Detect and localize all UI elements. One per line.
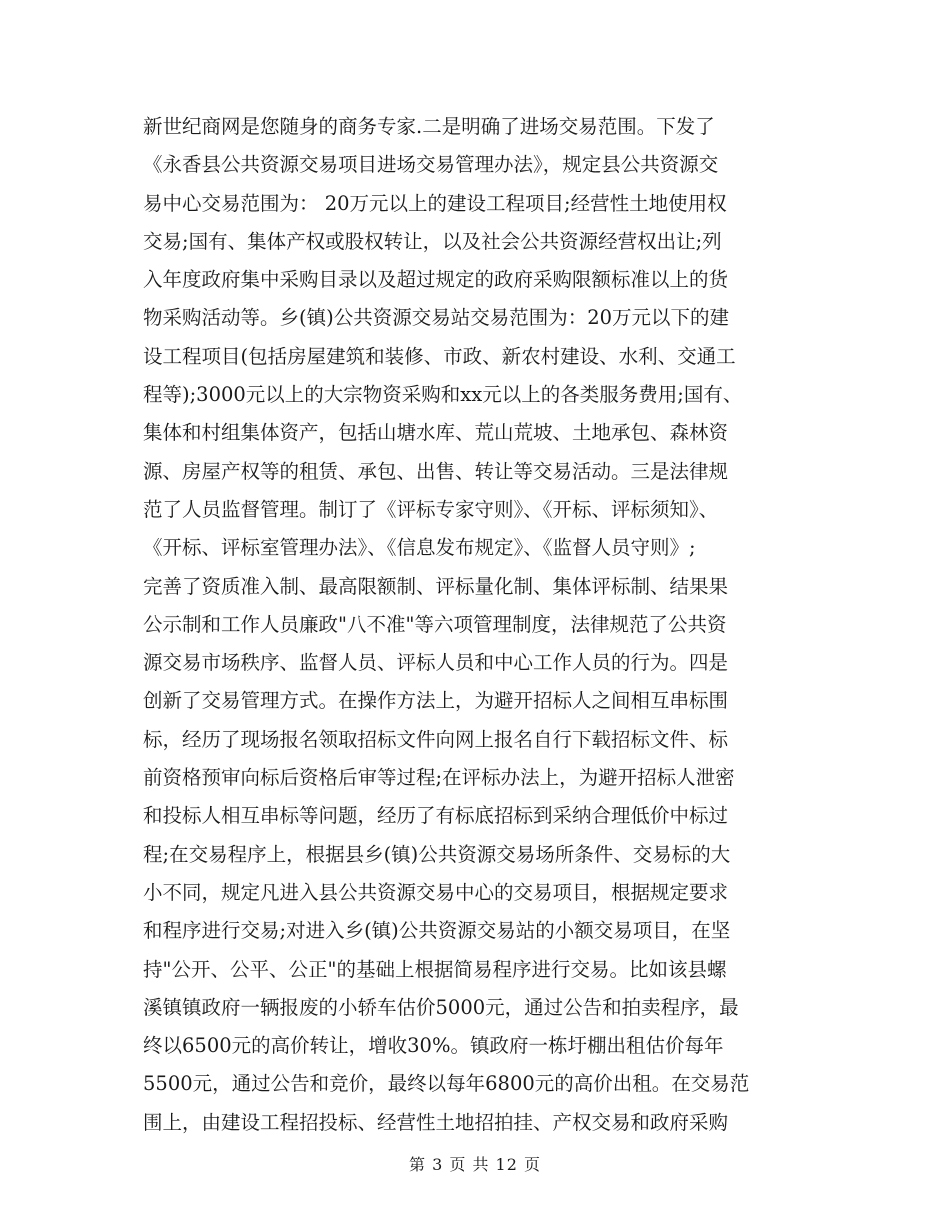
text-line: 持"公开、公平、公正"的基础上根据简易程序进行交易。比如该县螺 bbox=[143, 957, 727, 981]
text-line: 源、房屋产权等的租赁、承包、出售、转让等交易活动。三是法律规 bbox=[143, 459, 729, 483]
text-line: 交易;国有、集体产权或股权转让，以及社会公共资源经营权出让;列 bbox=[143, 229, 722, 253]
text-line: 程;在交易程序上，根据县乡(镇)公共资源交易场所条件、交易标的大 bbox=[143, 842, 731, 866]
text-line: 新世纪商网是您随身的商务专家.二是明确了进场交易范围。下发了 bbox=[143, 115, 715, 138]
text-line: 标，经历了现场报名领取招标文件向网上报名自行下载招标文件、标 bbox=[143, 727, 729, 751]
text-line: 和程序进行交易;对进入乡(镇)公共资源交易站的小额交易项目，在坚 bbox=[143, 919, 731, 943]
text-line: 小不同，规定凡进入县公共资源交易中心的交易项目，根据规定要求 bbox=[143, 880, 729, 904]
text-line: 设工程项目(包括房屋建筑和装修、市政、新农村建设、水利、交通工 bbox=[143, 344, 736, 368]
text-line: 集体和村组集体资产，包括山塘水库、荒山荒坡、土地承包、森林资 bbox=[143, 421, 729, 445]
text-line: 入年度政府集中采购目录以及超过规定的政府采购限额标准以上的货 bbox=[143, 268, 729, 292]
text-line: 物采购活动等。乡(镇)公共资源交易站交易范围为：20万元以下的建 bbox=[143, 306, 730, 330]
text-line: 易中心交易范围为： 20万元以上的建设工程项目;经营性土地使用权 bbox=[143, 191, 727, 215]
text-line: 《开标、评标室管理办法》、《信息发布规定》、《监督人员守则》; bbox=[143, 536, 696, 560]
text-line: 5500元，通过公告和竞价，最终以每年6800元的高价出租。在交易范 bbox=[143, 1072, 750, 1096]
text-line: 围上，由建设工程招投标、经营性土地招拍挂、产权交易和政府采购 bbox=[143, 1110, 729, 1134]
text-line: 和投标人相互串标等问题，经历了有标底招标到采纳合理低价中标过 bbox=[143, 804, 729, 828]
text-line: 《永香县公共资源交易项目进场交易管理办法》，规定县公共资源交 bbox=[143, 153, 719, 177]
text-line: 公示制和工作人员廉政"八不准"等六项管理制度，法律规范了公共资 bbox=[143, 612, 727, 636]
text-line: 溪镇镇政府一辆报废的小轿车估价5000元，通过公告和拍卖程序，最 bbox=[143, 995, 739, 1019]
body-text bbox=[143, 108, 823, 1142]
text-line: 完善了资质准入制、最高限额制、评标量化制、集体评标制、结果果 bbox=[143, 574, 729, 598]
text-line: 源交易市场秩序、监督人员、评标人员和中心工作人员的行为。四是 bbox=[143, 651, 729, 675]
text-line: 范了人员监督管理。制订了《评标专家守则》、《开标、评标须知》、 bbox=[143, 497, 719, 521]
text-line: 创新了交易管理方式。在操作方法上，为避开招标人之间相互串标围 bbox=[143, 689, 729, 713]
page-number-footer: 第 3 页 共 12 页 bbox=[409, 1155, 541, 1174]
text-line: 终以6500元的高价转让，增收30%。镇政府一栋圩棚出租估价每年 bbox=[143, 1034, 724, 1058]
text-line: 前资格预审向标后资格后审等过程;在评标办法上，为避开招标人泄密 bbox=[143, 766, 735, 790]
text-line: 程等);3000元以上的大宗物资采购和xx元以上的各类服务费用;国有、 bbox=[143, 383, 743, 407]
